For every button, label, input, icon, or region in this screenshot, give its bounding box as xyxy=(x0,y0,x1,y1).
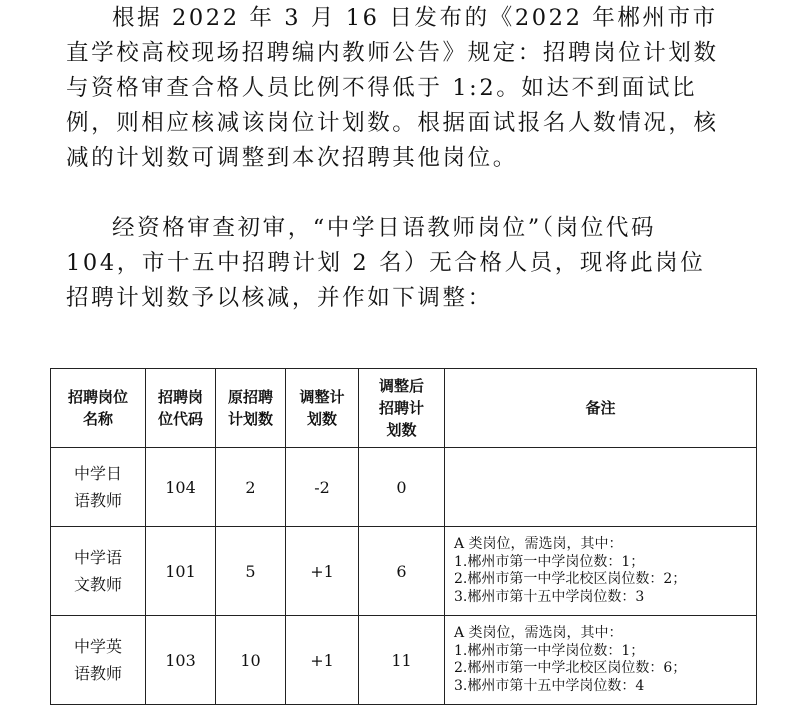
header-adjustment xyxy=(286,369,359,448)
position-name-line: 语教师 xyxy=(73,491,122,510)
notes-cell xyxy=(445,616,757,705)
header-line: 计划数 xyxy=(227,410,273,428)
adjusted-plan-cell: 0 xyxy=(359,448,445,527)
position-adjustment-table xyxy=(50,368,757,705)
original-plan-cell: 5 xyxy=(216,527,286,616)
note-line: A 类岗位，需选岗，其中： xyxy=(454,625,623,641)
note-line: 2.郴州市第一中学北校区岗位数：2； xyxy=(454,571,687,587)
note-line: 3.郴州市第十五中学岗位数：3 xyxy=(454,588,645,605)
header-adjusted-plan xyxy=(359,369,445,448)
header-line: 备注 xyxy=(585,399,616,417)
header-line: 招聘计 xyxy=(378,399,424,417)
position-code-cell: 104 xyxy=(146,448,216,527)
header-line: 调整计 xyxy=(299,388,345,406)
header-line: 调整后 xyxy=(378,377,424,395)
position-name-line: 语教师 xyxy=(73,664,122,683)
position-name-line: 中学语 xyxy=(73,548,122,567)
header-original-plan xyxy=(216,369,286,448)
header-line: 划数 xyxy=(386,421,417,439)
note-line: 1.郴州市第一中学岗位数：1； xyxy=(454,642,645,659)
header-line: 位代码 xyxy=(157,410,203,428)
adjustment-cell: -2 xyxy=(286,448,359,527)
table-row xyxy=(51,448,757,527)
header-line: 招聘岗位 xyxy=(67,388,128,406)
table-header-row xyxy=(51,369,757,448)
position-name-cell xyxy=(51,616,146,705)
announcement-paragraph-2: 经资格审查初审，“中学日语教师岗位”（岗位代码 104，市十五中招聘计划 2 名）无合格人员，现将此岗位招聘计划数予以核减，并作如下调整： xyxy=(66,215,706,311)
position-name-cell xyxy=(51,527,146,616)
position-name-line: 中学日 xyxy=(73,464,122,483)
header-line: 划数 xyxy=(306,410,337,428)
header-position-name xyxy=(51,369,146,448)
header-line: 名称 xyxy=(82,410,113,428)
position-code-cell: 101 xyxy=(146,527,216,616)
announcement-paragraph-1: 根据 2022 年 3 月 16 日发布的《2022 年郴州市市直学校高校现场招聘编内教师公告》规定：招聘岗位计划数与资格审查合格人员比例不得低于 1:2。如达不到面试比例，则相应核减该岗位计划数。根据面试报名人数情况，核减的计划数可调整到本次招聘其他岗位。 xyxy=(66,5,719,171)
original-plan-cell: 2 xyxy=(216,448,286,527)
adjustment-cell: +1 xyxy=(286,527,359,616)
original-plan-cell: 10 xyxy=(216,616,286,705)
position-name-line: 中学英 xyxy=(73,637,122,656)
adjustment-cell: +1 xyxy=(286,616,359,705)
notes-cell xyxy=(445,448,757,527)
adjusted-plan-cell: 11 xyxy=(359,616,445,705)
note-line: 2.郴州市第一中学北校区岗位数：6； xyxy=(454,660,687,676)
header-position-code xyxy=(146,369,216,448)
adjusted-plan-cell: 6 xyxy=(359,527,445,616)
position-code-cell: 103 xyxy=(146,616,216,705)
position-name-line: 文教师 xyxy=(73,575,122,594)
note-line: 1.郴州市第一中学岗位数：1； xyxy=(454,553,645,570)
position-name-cell xyxy=(51,448,146,527)
note-line: 3.郴州市第十五中学岗位数：4 xyxy=(454,677,645,694)
note-line: A 类岗位，需选岗，其中： xyxy=(454,536,623,552)
table-row xyxy=(51,527,757,616)
table-row xyxy=(51,616,757,705)
header-line: 原招聘 xyxy=(227,388,273,406)
header-notes xyxy=(445,369,757,448)
notes-cell xyxy=(445,527,757,616)
header-line: 招聘岗 xyxy=(157,388,203,406)
